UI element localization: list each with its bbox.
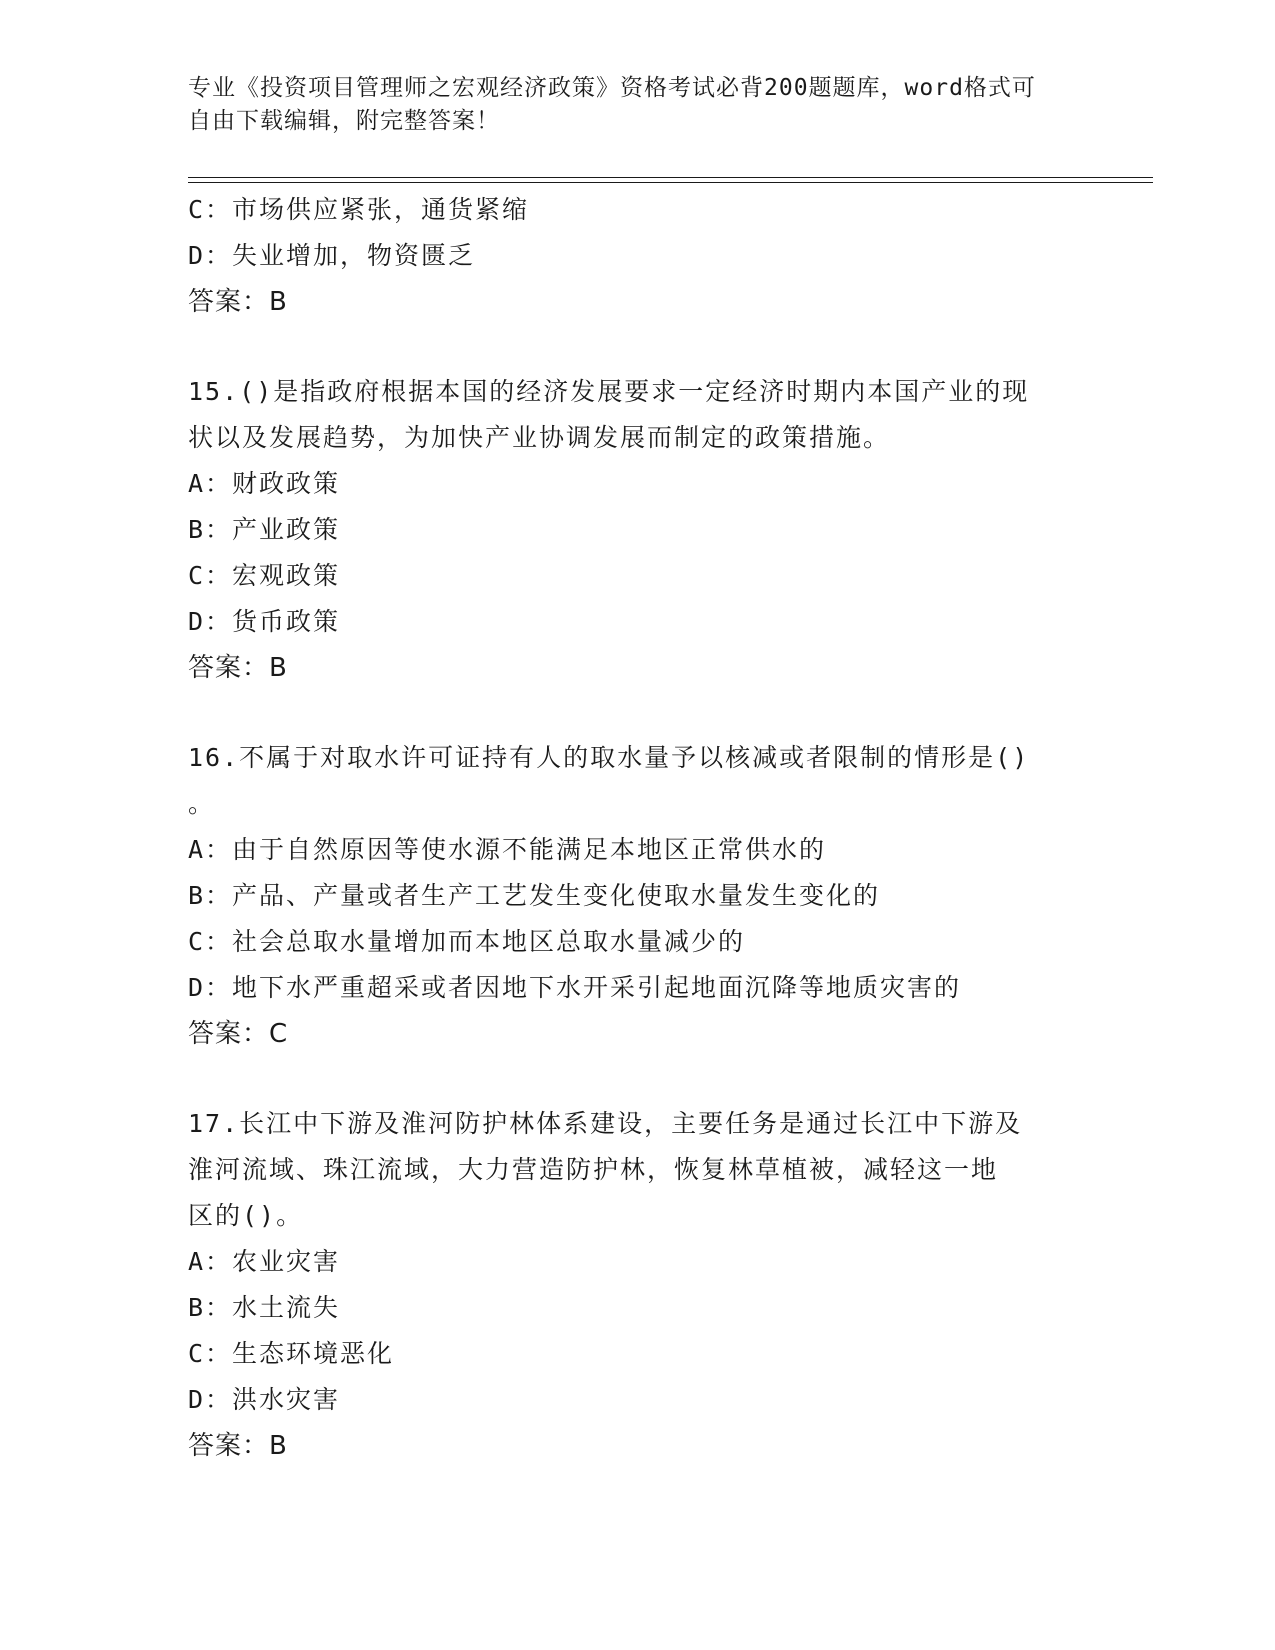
answer-line: 答案：B [188, 653, 288, 683]
question-15 [188, 369, 1088, 691]
option-c: C：市场供应紧张，通货紧缩 [188, 195, 530, 224]
option-a: A：由于自然原因等使水源不能满足本地区正常供水的 [188, 835, 827, 864]
answer-line: 答案：B [188, 287, 288, 317]
spacer [188, 691, 1088, 735]
option-b: B：产品、产量或者生产工艺发生变化使取水量发生变化的 [188, 881, 881, 910]
option-a: A：农业灾害 [188, 1247, 341, 1276]
header-line-2: 自由下载编辑，附完整答案！ [188, 108, 500, 134]
stem-line: 淮河流域、珠江流域，大力营造防护林，恢复林草植被，减轻这一地 [188, 1155, 999, 1184]
carryover-block [188, 187, 1088, 325]
stem-line: 。 [188, 789, 216, 818]
stem-line: 区的()。 [188, 1201, 304, 1230]
option-c: C：社会总取水量增加而本地区总取水量减少的 [188, 927, 746, 956]
header-rule-top [188, 177, 1153, 178]
header-rule-bottom [188, 182, 1153, 183]
stem-line: 15.()是指政府根据本国的经济发展要求一定经济时期内本国产业的现 [188, 377, 1030, 406]
option-b: B：水土流失 [188, 1293, 341, 1322]
spacer [188, 325, 1088, 369]
option-b: B：产业政策 [188, 515, 341, 544]
option-d: D：洪水灾害 [188, 1385, 341, 1414]
stem-line: 状以及发展趋势，为加快产业协调发展而制定的政策措施。 [188, 423, 891, 452]
spacer [188, 1057, 1088, 1101]
document-header [188, 72, 1068, 138]
option-c: C：宏观政策 [188, 561, 341, 590]
stem-line: 16.不属于对取水许可证持有人的取水量予以核减或者限制的情形是() [188, 743, 1030, 772]
question-content [188, 187, 1088, 1469]
question-stem [188, 1101, 1068, 1239]
option-d: D：地下水严重超采或者因地下水开采引起地面沉降等地质灾害的 [188, 973, 962, 1002]
stem-line: 17.长江中下游及淮河防护林体系建设，主要任务是通过长江中下游及 [188, 1109, 1023, 1138]
question-stem [188, 735, 1068, 827]
option-a: A：财政政策 [188, 469, 341, 498]
header-line-1: 专业《投资项目管理师之宏观经济政策》资格考试必背200题题库，word格式可 [188, 75, 1036, 101]
question-stem [188, 369, 1068, 461]
answer-line: 答案：C [188, 1019, 289, 1049]
answer-line: 答案：B [188, 1431, 288, 1461]
question-17 [188, 1101, 1088, 1469]
option-c: C：生态环境恶化 [188, 1339, 395, 1368]
option-d: D：货币政策 [188, 607, 341, 636]
option-d: D：失业增加，物资匮乏 [188, 241, 476, 270]
question-16 [188, 735, 1088, 1057]
